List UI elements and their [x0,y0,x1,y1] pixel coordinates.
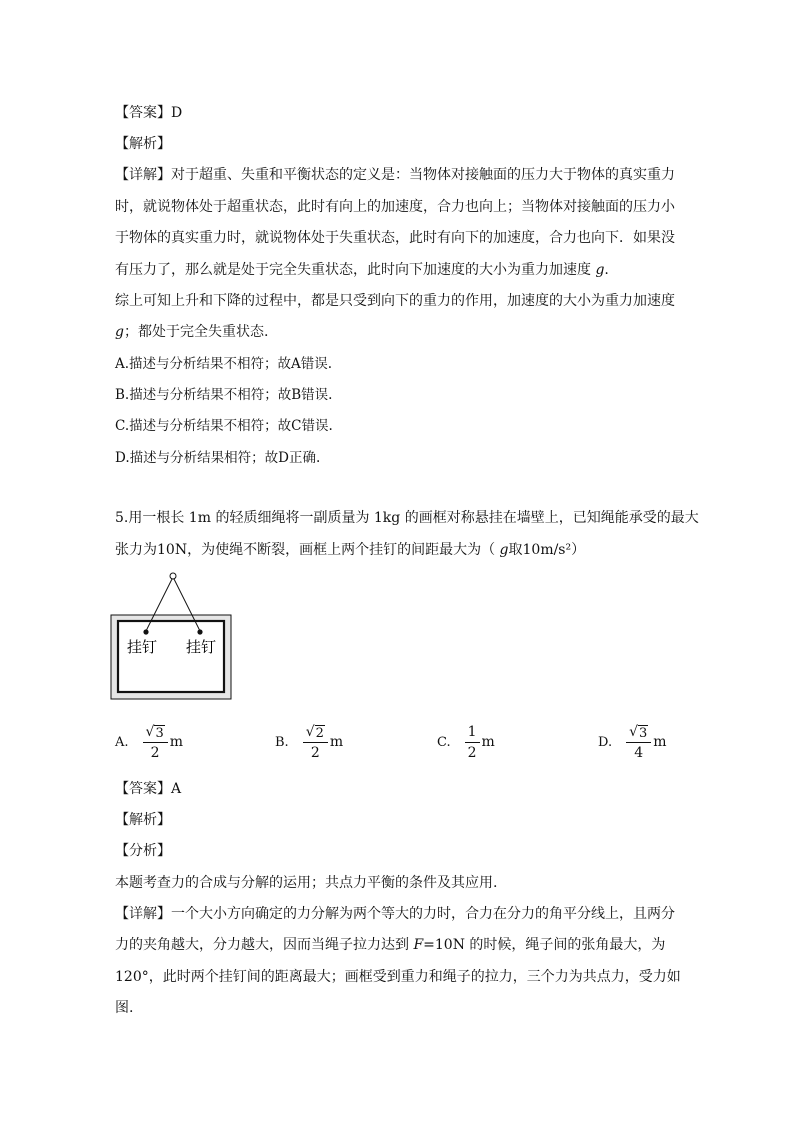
q4-analysis-heading: 【解析】 [115,136,171,152]
q5-answer: 【答案】A [115,781,182,797]
right-nail-icon [197,629,202,634]
left-nail-label: 挂钉 [127,638,158,656]
q4-detail-line-1: 【详解】对于超重、失重和平衡状态的定义是：当物体对接触面的压力大于物体的真实重力 [115,167,675,183]
fraction-d: √ 3 4 [626,723,651,762]
q5-detail-line-3: 120°，此时两个挂钉间的距离最大；画框受到重力和绳子的拉力，三个力为共点力，受力如 [115,969,681,985]
fraction-c: $\frac{1}{2}$ [465,723,480,762]
picture-frame-figure [110,568,240,707]
fraction-b: √ 2 2 [303,723,328,762]
q4-answer: 【答案】D [115,105,183,121]
q5-detail-line-1: 【详解】一个大小方向确定的力分解为两个等大的力时，合力在分力的角平分线上，且两分 [115,906,675,922]
frame-inner-border [118,621,224,692]
q5-choice-a: A. √ 3 2 m [115,723,184,761]
q5-analysis-heading: 【解析】 [115,812,171,828]
fraction-a: √ 3 2 [143,723,168,762]
q5-choice-d: D. √ 3 4 m [598,723,667,761]
frame-diagram [110,568,240,703]
q5-detail-line-2: 力的夹角越大，分力越大，因而当绳子拉力达到 F=10N 的时候，绳子间的张角最大，为 [115,937,666,953]
q4-detail-line-3: 于物体的真实重力时，就说物体处于失重状态，此时有向下的加速度，合力也向下．如果没 [115,230,675,246]
q5-analysis-subheading: 【分析】 [115,843,171,859]
q4-detail-line-4: 有压力了，那么就是处于完全失重状态，此时向下加速度的大小为重力加速度 g. [115,262,609,278]
wall-hook-icon [170,573,176,579]
q4-option-a: A.描述与分析结果不相符；故A错误. [115,356,333,372]
q5-analysis-text: 本题考查力的合成与分解的运用；共点力平衡的条件及其应用. [115,875,498,891]
q5-stem-line-1: 5.用一根长 1m 的轻质细绳将一副质量为 1kg 的画框对称悬挂在墙壁上，已知绳能承受的最大 [115,510,699,526]
q5-stem-line-2: 张力为10N，为使绳不断裂，画框上两个挂钉的间距最大为（ g取10m/s²） [115,542,586,558]
left-nail-icon [143,629,148,634]
q4-summary-line-2: g；都处于完全失重状态. [115,324,269,340]
q5-choice-c: C. $\frac{1}{2}$ m [437,723,495,761]
q4-option-d: D.描述与分析结果相符；故D正确. [115,450,321,466]
q4-summary-line-1: 综上可知上升和下降的过程中，都是只受到向下的重力的作用，加速度的大小为重力加速度 [115,293,675,309]
right-nail-label: 挂钉 [186,638,217,656]
q4-option-c: C.描述与分析结果不相符；故C错误. [115,418,333,434]
q5-detail-line-4: 图. [115,1000,134,1016]
q4-detail-line-2: 时，就说物体处于超重状态，此时有向上的加速度，合力也向上；当物体对接触面的压力小 [115,199,675,215]
q5-choice-b: B. √ 2 2 m [275,723,344,761]
q4-option-b: B.描述与分析结果不相符；故B错误. [115,387,333,403]
